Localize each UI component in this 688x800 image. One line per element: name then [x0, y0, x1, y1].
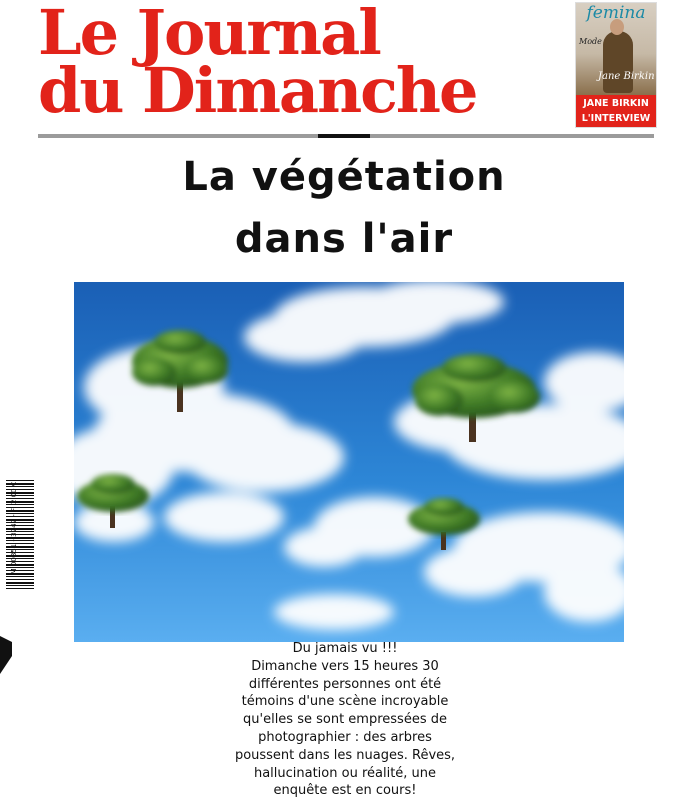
corner-mark	[0, 636, 14, 676]
article-line: Du jamais vu !!!	[292, 641, 398, 656]
headline-line-1: La végétation	[182, 154, 506, 200]
magazine-title: femina	[586, 3, 646, 23]
headline	[100, 146, 588, 270]
article-line: hallucination ou réalité, une	[253, 765, 437, 781]
magazine-thumbnail[interactable]	[575, 2, 657, 128]
magazine-banner-line-2: L'INTERVIEW	[581, 113, 651, 124]
article-line: enquête est en cours!	[273, 783, 417, 799]
article-line: différentes personnes ont été	[248, 676, 442, 692]
magazine-side-text: Mode	[579, 37, 602, 46]
barcode-label: M 00851 - 3742 - F: 2,00 €	[10, 481, 18, 575]
article-body	[180, 640, 510, 800]
article-line: poussent dans les nuages. Rêves,	[234, 747, 456, 763]
magazine-banner	[576, 95, 656, 128]
masthead-line-2: du Dimanche	[38, 54, 477, 127]
magazine-cover-name: Jane Birkin	[598, 71, 655, 82]
headline-line-2: dans l'air	[234, 216, 454, 262]
article-line: témoins d'une scène incroyable	[241, 694, 449, 710]
article-line: Dimanche vers 15 heures 30	[251, 658, 439, 674]
masthead-divider-accent	[318, 134, 370, 138]
article-line: photographier : des arbres	[258, 729, 432, 745]
sky-trees-photo	[74, 282, 624, 642]
masthead-line-1: Le Journal	[38, 0, 380, 69]
article-line: qu'elles se sont empressées de	[243, 712, 447, 728]
magazine-banner-line-1: JANE BIRKIN	[583, 98, 649, 109]
masthead-logo	[38, 2, 578, 130]
magazine-cover-figure	[603, 31, 633, 93]
